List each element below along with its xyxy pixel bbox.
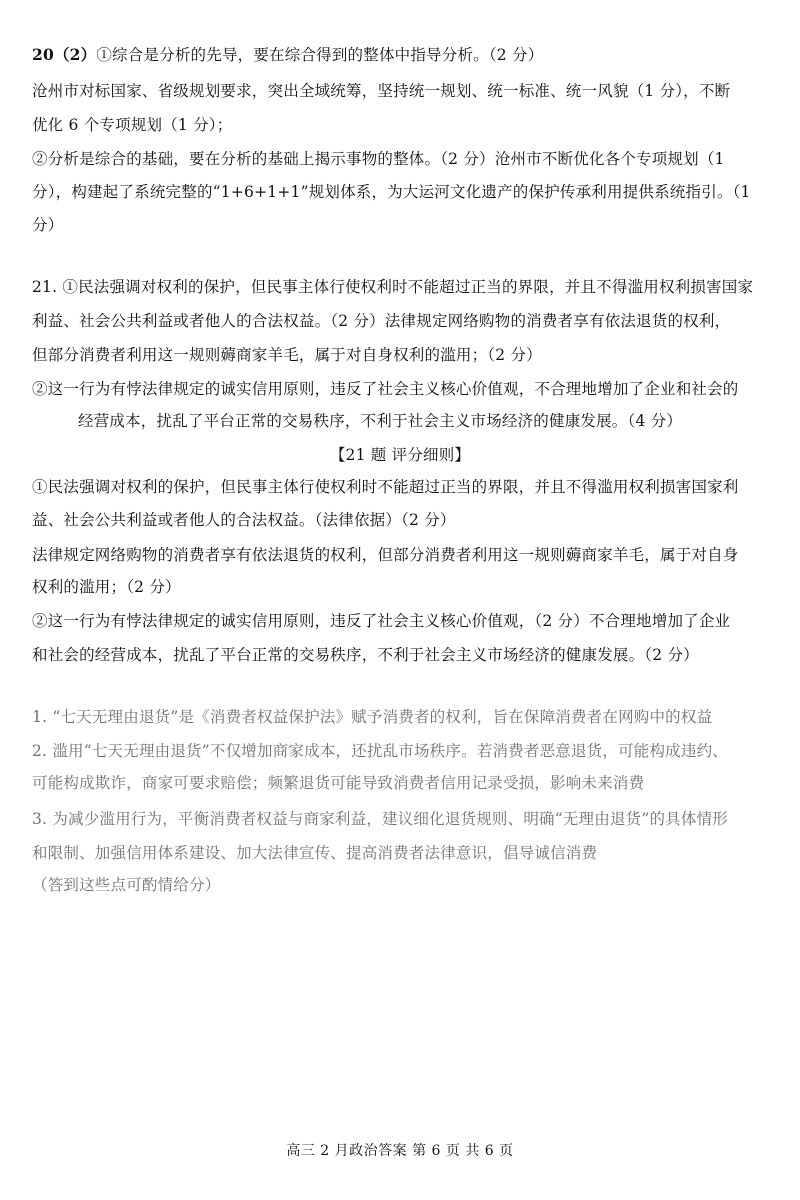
page-footer: 高三 2 月政治答案 第 6 页 共 6 页 [286,1143,514,1159]
q20-line-3: 优化 6 个专项规划（1 分）； [32,116,233,134]
q21-line-4: ②这一行为有悖法律规定的诚实信用原则，违反了社会主义核心价值观，不合理地增加了企业和社会的 [32,380,739,398]
q21-line-2: 利益、社会公共利益或者他人的合法权益。（2 分）法律规定网络购物的消费者享有依法退货的权利， [32,312,731,330]
q21-line-3: 但部分消费者利用这一规则薅商家羊毛，属于对自身权利的滥用；（2 分） [32,346,542,364]
note-1: 1. “七天无理由退货”是《消费者权益保护法》赋予消费者的权利，旨在保障消费者在网购中的权益 [32,708,713,726]
rubric-line-5: ②这一行为有悖法律规定的诚实信用原则，违反了社会主义核心价值观，（2 分）不合理地增加了企业 [32,612,731,630]
q20-number: 20（2） [32,45,97,64]
q20-line-1 [32,44,772,66]
note-2: 2. 滥用“七天无理由退货”不仅增加商家成本，还扰乱市场秩序。若消费者恶意退货，可能构成违约、 [32,742,728,760]
q20-line-6: 分） [32,216,64,234]
q20-line-1-text: ①综合是分析的先导，要在综合得到的整体中指导分析。（2 分） [96,46,544,64]
rubric-line-6: 和社会的经营成本，扰乱了平台正常的交易秩序，不利于社会主义市场经济的健康发展。（2 分） [32,646,699,664]
rubric-heading: 【21 题 评分细则】 [329,446,471,464]
q20-line-4: ②分析是综合的基础，要在分析的基础上揭示事物的整体。（2 分）沧州市不断优化各个专项规划（1 [32,150,725,168]
rubric-line-1: ①民法强调对权利的保护，但民事主体行使权利时不能超过正当的界限，并且不得滥用权利损害国家利 [32,478,739,496]
q21-line-1: 21. ①民法强调对权利的保护，但民事主体行使权利时不能超过正当的界限，并且不得滥用权利损害国家 [32,278,754,296]
note-scoring: （答到这些点可酌情给分） [32,876,221,894]
q20-line-2: 沧州市对标国家、省级规划要求，突出全域统筹，坚持统一规划、统一标准、统一风貌（1 分），不断 [32,82,731,100]
rubric-line-3: 法律规定网络购物的消费者享有依法退货的权利，但部分消费者利用这一规则薅商家羊毛，属于对自身 [32,546,739,564]
note-3: 3. 为减少滥用行为，平衡消费者权益与商家利益，建议细化退货规则、明确“无理由退货”的具体情形 [32,810,728,828]
note-2-cont: 可能构成欺诈，商家可要求赔偿；频繁退货可能导致消费者信用记录受损，影响未来消费 [32,774,645,792]
rubric-line-2: 益、社会公共利益或者他人的合法权益。（法律依据）（2 分） [32,511,456,529]
note-3-cont: 和限制、加强信用体系建设、加大法律宣传、提高消费者法律意识，倡导诚信消费 [32,844,598,862]
rubric-line-4: 权利的滥用；（2 分） [32,578,181,596]
q21-line-5: 经营成本，扰乱了平台正常的交易秩序，不利于社会主义市场经济的健康发展。（4 分） [78,412,683,430]
q20-line-5: 分），构建起了系统完整的“1+6+1+1”规划体系，为大运河文化遗产的保护传承利用提供系统指引。（1 [32,183,751,201]
